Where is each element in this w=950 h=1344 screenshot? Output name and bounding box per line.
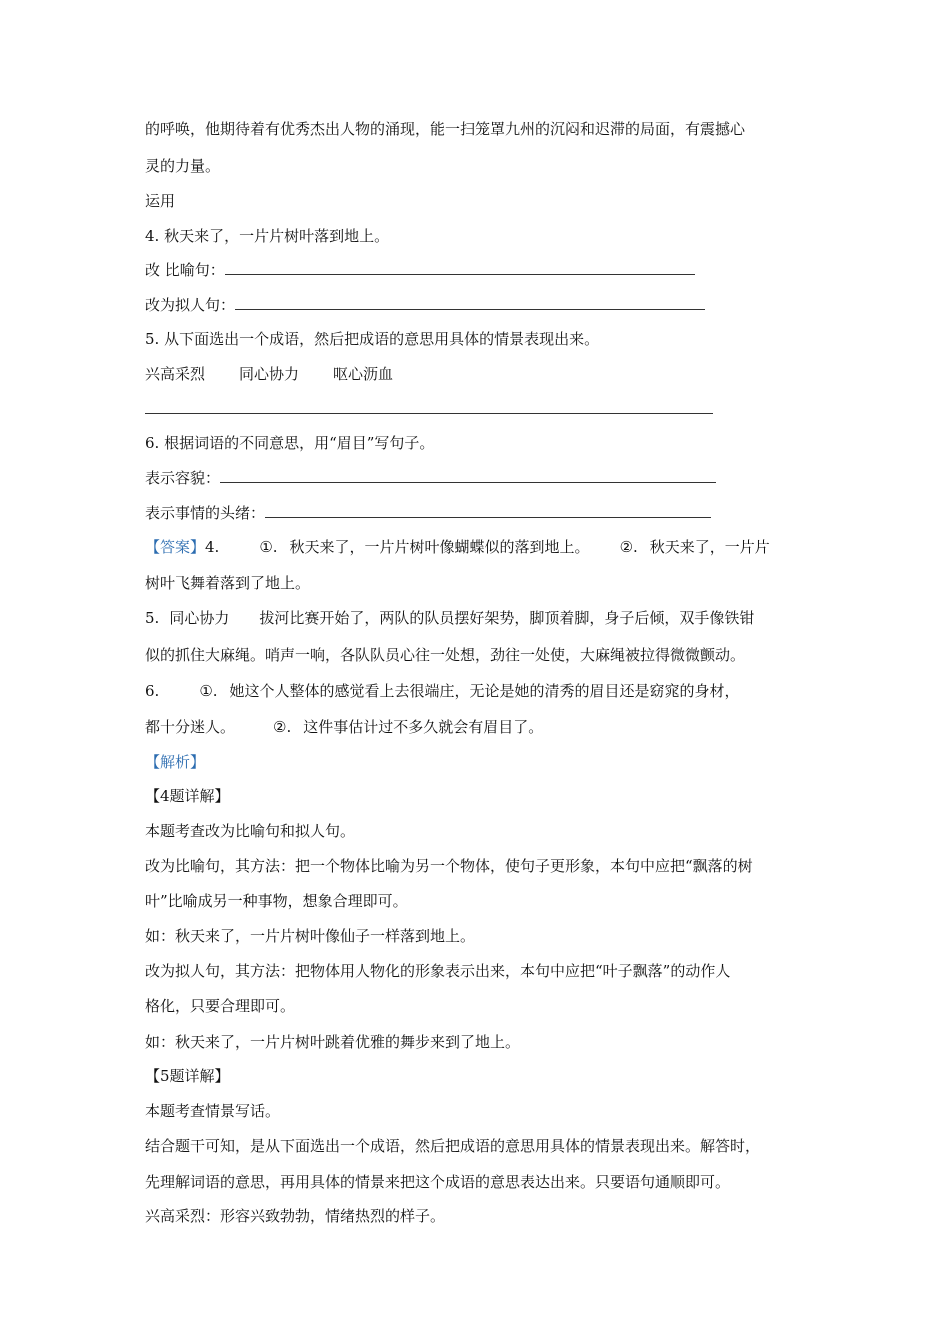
answer-6-line-2 [145, 717, 543, 737]
detail-5-title: 【5题详解】 [145, 1067, 230, 1085]
appearance-answer-blank[interactable] [220, 468, 716, 483]
answer-6-line-1 [145, 681, 740, 701]
answer-4-line-1 [145, 537, 770, 557]
detail-4-paragraph: 叶”比喻成另一种事物，想象合理即可。 [145, 892, 408, 910]
answer-4-part1-label: ①. [259, 538, 278, 556]
question-5-answer-blank[interactable] [145, 399, 713, 414]
personification-label: 改为拟人句： [145, 296, 236, 314]
question-4-simile-row [145, 260, 695, 280]
answer-5-line-2: 似的抓住大麻绳。哨声一响，各队队员心往一处想，劲往一处使，大麻绳被拉得微微颤动。 [145, 646, 746, 664]
question-6-stem: 6. 根据词语的不同意思，用“眉目”写句子。 [145, 434, 435, 452]
question-5-idioms [145, 364, 393, 384]
section-label: 运用 [145, 192, 176, 210]
answer-6-part1-label: ①. [199, 682, 218, 700]
simile-answer-blank[interactable] [225, 260, 695, 275]
analysis-tag: 【解析】 [145, 753, 206, 771]
detail-4-paragraph: 本题考查改为比喻句和拟人句。 [145, 822, 356, 840]
detail-5-paragraph: 本题考查情景写话。 [145, 1102, 281, 1120]
question-4-personification-row [145, 295, 705, 315]
idiom-option: 兴高采烈 [145, 365, 206, 383]
answer-4-part1-text: 秋天来了，一片片树叶像蝴蝶似的落到地上。 [289, 538, 590, 556]
simile-label: 改 比喻句： [145, 261, 225, 279]
answer-5-idiom: 同心协力 [169, 609, 230, 627]
detail-5-paragraph: 先理解词语的意思，再用具体的情景来把这个成语的意思表达出来。只要语句通顺即可。 [145, 1173, 731, 1191]
answer-5-number: 5. [145, 609, 160, 627]
intro-line-1: 的呼唤，他期待着有优秀杰出人物的涌现，能一扫笼罩九州的沉闷和迟滞的局面，有震撼心 [145, 120, 746, 138]
detail-4-paragraph: 如：秋天来了，一片片树叶像仙子一样落到地上。 [145, 927, 476, 945]
idiom-option: 同心协力 [239, 365, 300, 383]
answer-6-number: 6. [145, 682, 160, 700]
answer-4-number: 4. [205, 538, 220, 556]
answer-6-part2-label: ②. [273, 718, 292, 736]
question-6-appearance-row [145, 468, 716, 488]
answer-4-part2-text: 秋天来了，一片片 [649, 538, 770, 556]
detail-4-paragraph: 改为比喻句，其方法：把一个物体比喻为另一个物体，使句子更形象，本句中应把“飘落的树 [145, 857, 753, 875]
detail-4-paragraph: 格化，只要合理即可。 [145, 997, 296, 1015]
detail-5-paragraph: 结合题干可知，是从下面选出一个成语，然后把成语的意思用具体的情景表现出来。解答时， [145, 1137, 761, 1155]
intro-line-2: 灵的力量。 [145, 157, 221, 175]
question-5-stem: 5. 从下面选出一个成语，然后把成语的意思用具体的情景表现出来。 [145, 330, 600, 348]
answer-6-part1-text: 她这个人整体的感觉看上去很端庄，无论是她的清秀的眉目还是窈窕的身材， [229, 682, 740, 700]
personification-answer-blank[interactable] [235, 295, 705, 310]
answer-6-part2-text: 这件事估计过不多久就会有眉目了。 [303, 718, 544, 736]
detail-4-paragraph: 如：秋天来了，一片片树叶跳着优雅的舞步来到了地上。 [145, 1033, 521, 1051]
question-4-stem: 4. 秋天来了，一片片树叶落到地上。 [145, 227, 390, 245]
answer-4-line-2: 树叶飞舞着落到了地上。 [145, 574, 311, 592]
detail-5-paragraph: 兴高采烈：形容兴致勃勃，情绪热烈的样子。 [145, 1207, 446, 1225]
detail-4-paragraph: 改为拟人句，其方法：把物体用人物化的形象表示出来，本句中应把“叶子飘落”的动作人 [145, 962, 731, 980]
clue-label: 表示事情的头绪： [145, 504, 266, 522]
clue-answer-blank[interactable] [265, 503, 711, 518]
answer-tag: 【答案】 [145, 538, 206, 556]
detail-4-title: 【4题详解】 [145, 787, 230, 805]
question-5-answer-row [145, 399, 713, 419]
appearance-label: 表示容貌： [145, 469, 221, 487]
question-6-clue-row [145, 503, 711, 523]
answer-4-part2-label: ②. [619, 538, 638, 556]
answer-5-line-1 [145, 608, 754, 628]
answer-5-text: 拔河比赛开始了，两队的队员摆好架势，脚顶着脚，身子后倾，双手像铁钳 [259, 609, 755, 627]
answer-6-line-2-text: 都十分迷人。 [145, 718, 236, 736]
idiom-option: 呕心沥血 [333, 365, 394, 383]
